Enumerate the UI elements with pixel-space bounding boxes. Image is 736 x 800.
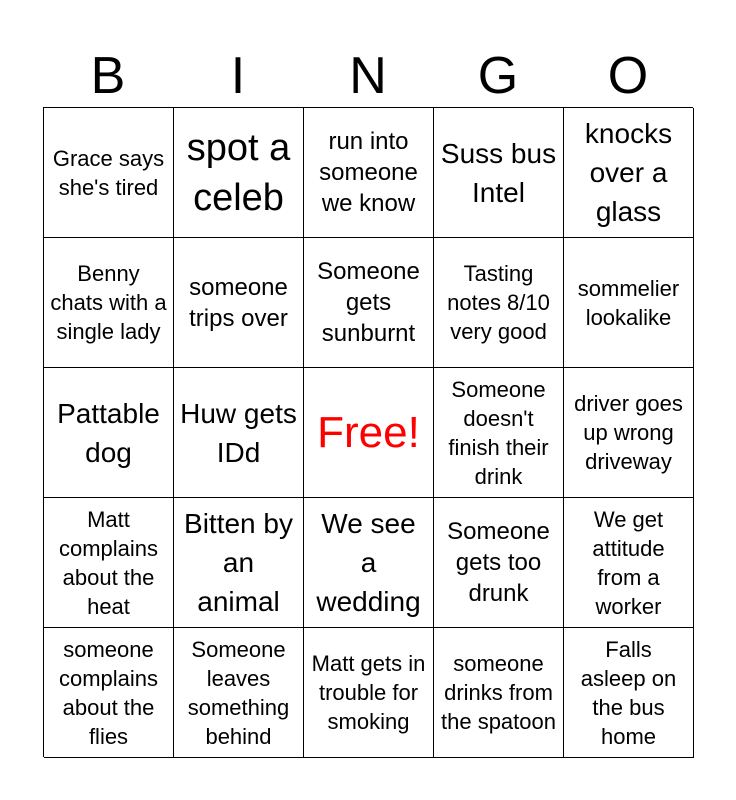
cell-text: We get attitude from a worker xyxy=(592,506,665,619)
bingo-cell[interactable] xyxy=(304,108,434,238)
bingo-cell[interactable] xyxy=(564,628,694,758)
cell-text: Huw gets IDd xyxy=(180,397,297,468)
cell-text: Someone gets too drunk xyxy=(447,518,550,607)
cell-text: Someone doesn't finish their drink xyxy=(448,376,549,489)
cell-text: knocks over a glass xyxy=(584,118,673,227)
cell-text: Tasting notes 8/10 very good xyxy=(447,261,550,344)
bingo-grid xyxy=(43,107,693,757)
bingo-cell[interactable] xyxy=(564,238,694,368)
bingo-cell[interactable] xyxy=(174,368,304,498)
bingo-cell[interactable] xyxy=(44,498,174,628)
bingo-cell[interactable] xyxy=(44,628,174,758)
bingo-cell[interactable] xyxy=(174,628,304,758)
bingo-cell[interactable] xyxy=(44,368,174,498)
bingo-cell[interactable] xyxy=(304,628,434,758)
bingo-cell[interactable] xyxy=(564,498,694,628)
cell-text: Pattable dog xyxy=(57,397,160,468)
cell-text: someone drinks from the spatoon xyxy=(441,651,556,734)
bingo-cell[interactable] xyxy=(564,108,694,238)
cell-text: run into someone we know xyxy=(319,128,418,217)
header-letter-b: B xyxy=(90,47,126,105)
bingo-cell[interactable] xyxy=(564,368,694,498)
bingo-cell[interactable] xyxy=(44,238,174,368)
cell-text: someone trips over xyxy=(189,273,288,332)
cell-text: Someone gets sunburnt xyxy=(317,258,420,347)
cell-text: driver goes up wrong driveway xyxy=(574,391,683,474)
free-space-text: Free! xyxy=(317,407,420,457)
cell-text: Grace says she's tired xyxy=(52,145,165,200)
free-space-cell[interactable] xyxy=(304,368,434,498)
cell-text: someone complains about the flies xyxy=(58,636,159,749)
cell-text: Bitten by an animal xyxy=(184,508,293,617)
header-letter-i: I xyxy=(230,47,246,105)
bingo-header xyxy=(43,44,693,108)
cell-text: Someone leaves something behind xyxy=(187,636,290,749)
cell-text: sommelier lookalike xyxy=(577,275,680,330)
header-letter-g: G xyxy=(477,47,519,105)
header-letter-n: N xyxy=(349,47,387,105)
cell-text: Benny chats with a single lady xyxy=(50,261,167,344)
bingo-cell[interactable] xyxy=(434,368,564,498)
bingo-cell[interactable] xyxy=(434,628,564,758)
header-letter-o: O xyxy=(607,47,649,105)
bingo-cell[interactable] xyxy=(304,498,434,628)
bingo-cell[interactable] xyxy=(434,108,564,238)
bingo-cell[interactable] xyxy=(434,238,564,368)
cell-text: Suss bus Intel xyxy=(440,137,557,208)
cell-text: Matt complains about the heat xyxy=(58,506,159,619)
bingo-cell[interactable] xyxy=(174,108,304,238)
bingo-cell[interactable] xyxy=(174,498,304,628)
bingo-cell[interactable] xyxy=(174,238,304,368)
cell-text: spot a celeb xyxy=(186,126,291,219)
bingo-cell[interactable] xyxy=(44,108,174,238)
cell-text: Falls asleep on the bus home xyxy=(580,636,677,749)
cell-text: We see a wedding xyxy=(316,508,421,617)
bingo-cell[interactable] xyxy=(304,238,434,368)
cell-text: Matt gets in trouble for smoking xyxy=(311,651,426,734)
bingo-cell[interactable] xyxy=(434,498,564,628)
